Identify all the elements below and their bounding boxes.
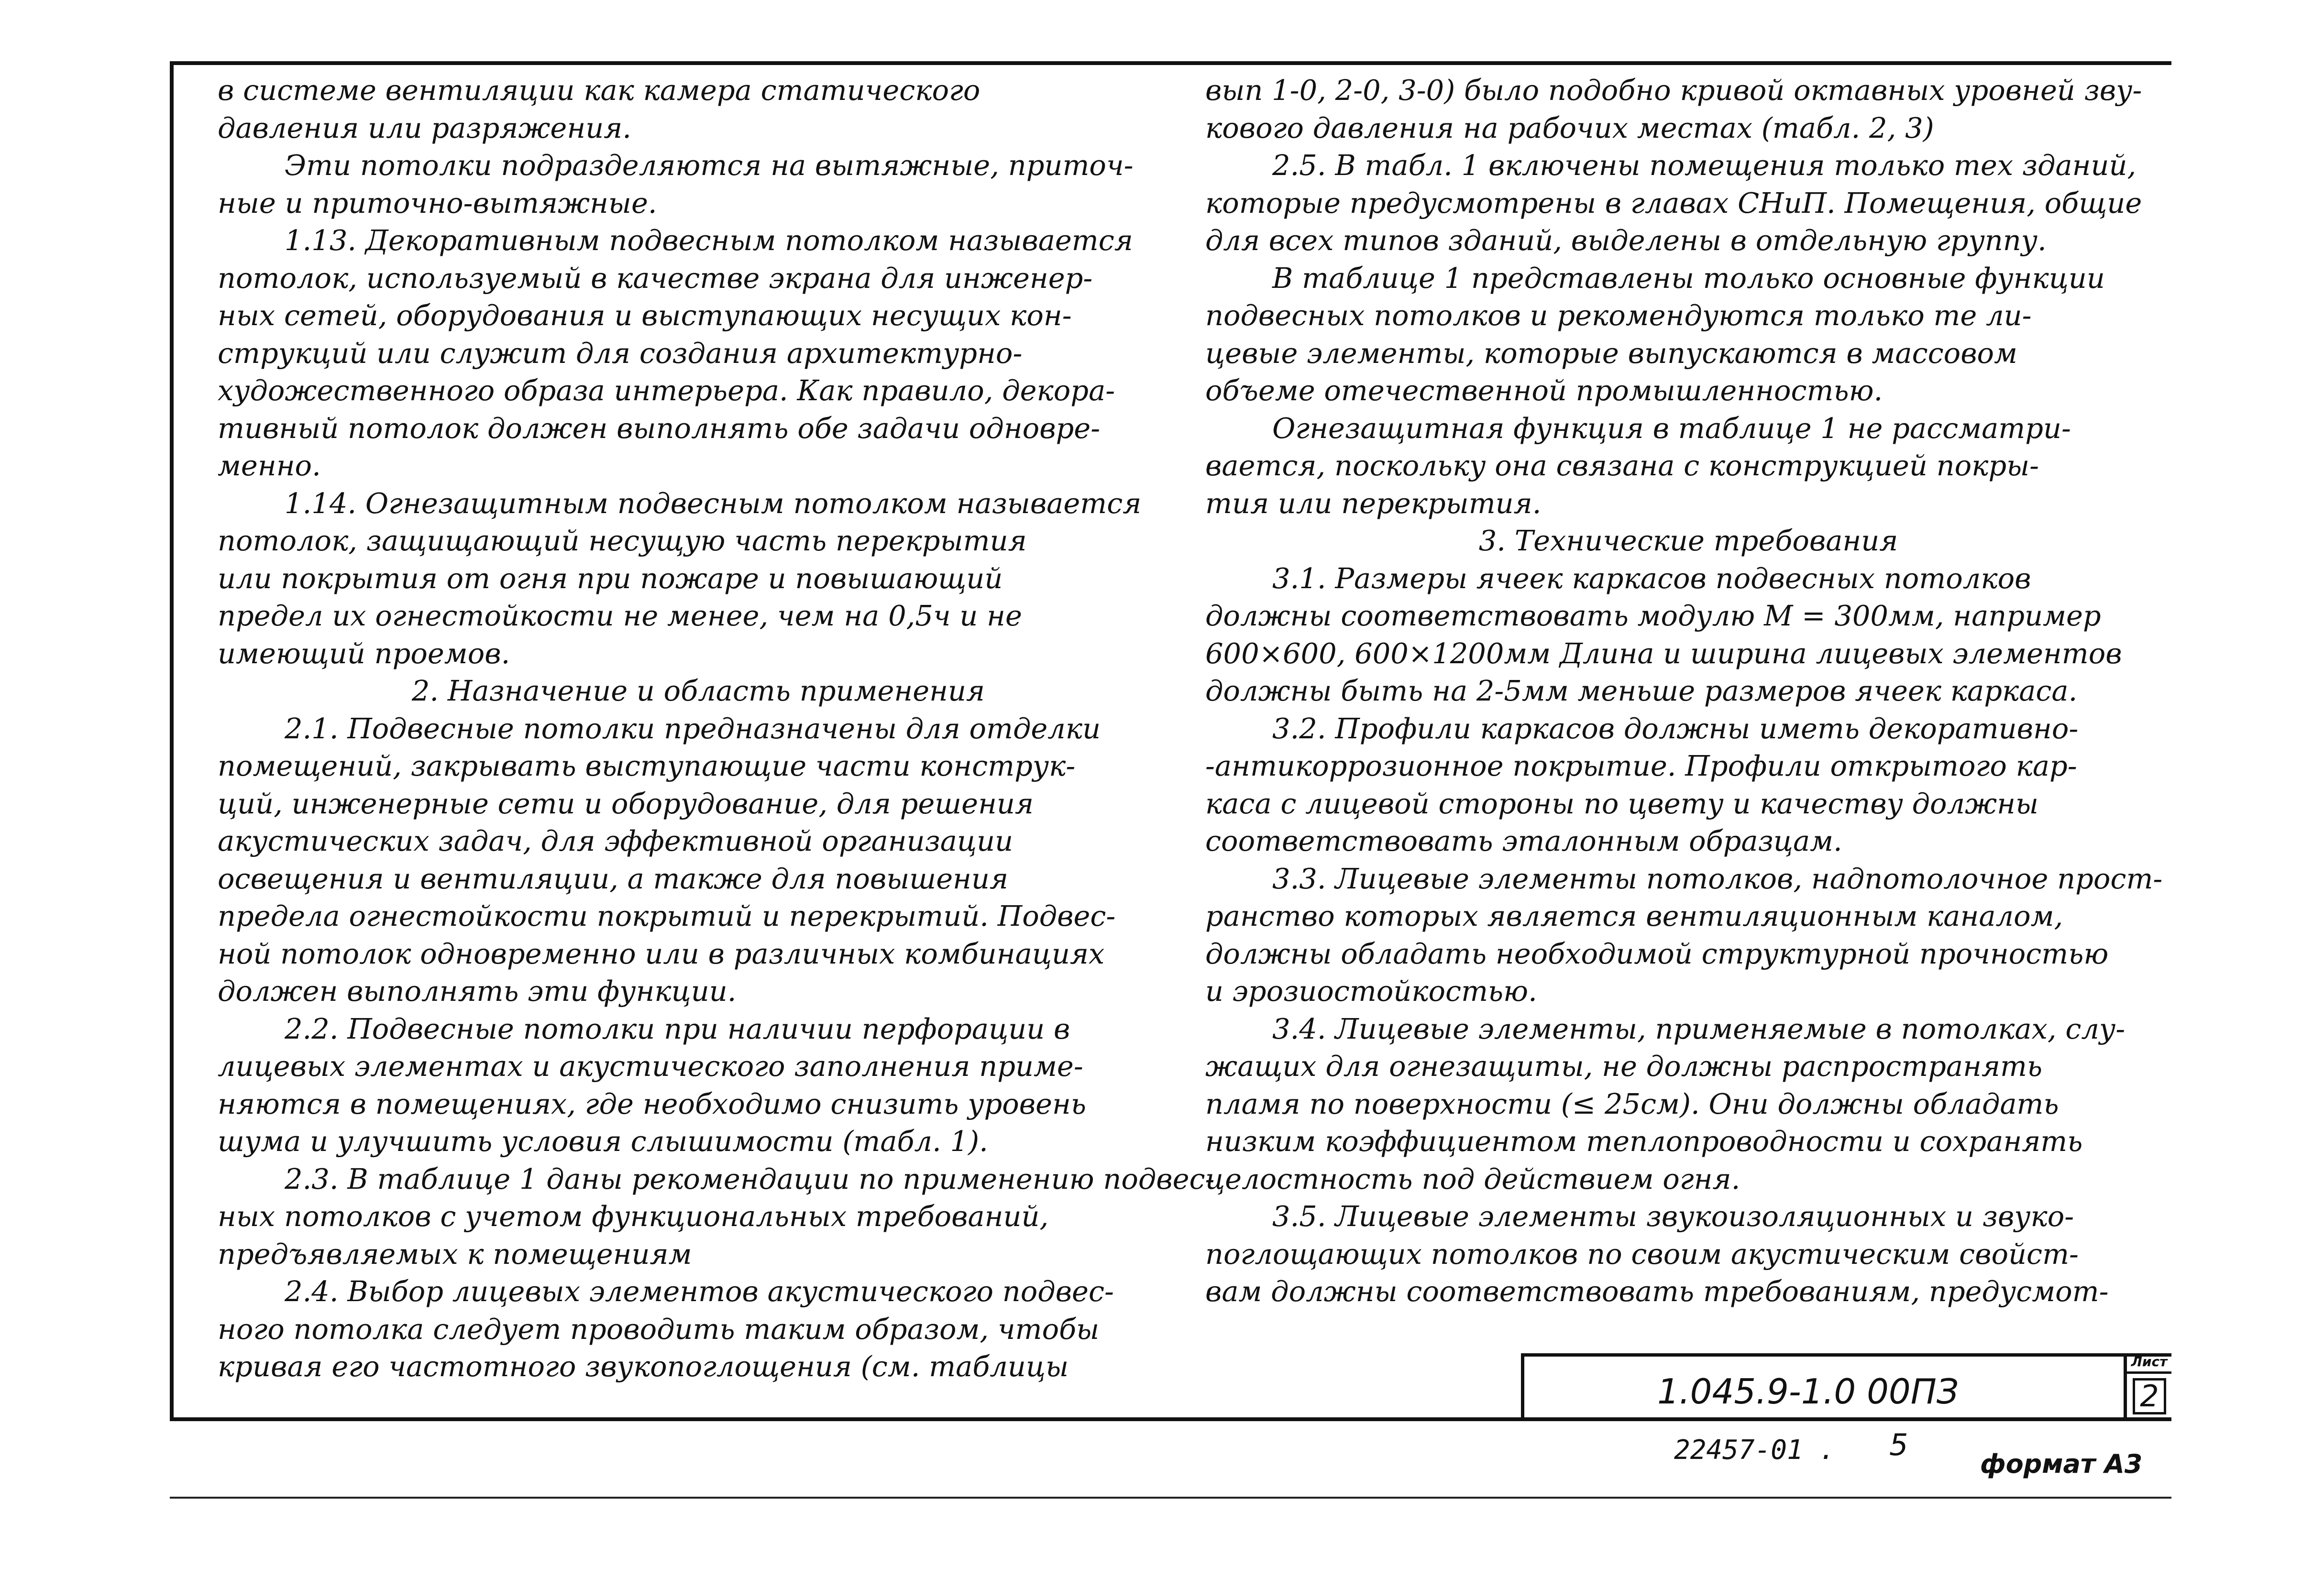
text-line: 3.1. Размеры ячеек каркасов подвесных потолков bbox=[1272, 561, 2031, 595]
text-line: 2.5. В табл. 1 включены помещения только тех зданий, bbox=[1272, 149, 2137, 182]
text-line: ций, инженерные сети и оборудование, для решения bbox=[218, 787, 1034, 820]
text-line: потолок, защищающий несущую часть перекрытия bbox=[218, 524, 1027, 557]
text-line: жащих для огнезащиты, не должны распространять bbox=[1205, 1050, 2043, 1083]
text-line: каса с лицевой стороны по цвету и качеству должны bbox=[1205, 787, 2039, 820]
text-line: кового давления на рабочих местах (табл. 2, 3) bbox=[1205, 111, 1934, 144]
text-line: соответствовать эталонным образцам. bbox=[1205, 824, 1842, 857]
text-line: должны обладать необходимой структурной прочностью bbox=[1205, 937, 2109, 970]
sheet-cell bbox=[2124, 1353, 2171, 1421]
text-line: 2.3. В таблице 1 даны рекомендации по применению подвес- bbox=[285, 1162, 1215, 1195]
text-line: 3.3. Лицевые элементы потолков, надпотолочное прост- bbox=[1272, 862, 2163, 895]
text-line: 1.13. Декоративным подвесным потолком называется bbox=[285, 224, 1133, 257]
text-line: В таблице 1 представлены только основные функции bbox=[1272, 261, 2105, 295]
text-line: ного потолка следует проводить таким образом, чтобы bbox=[218, 1312, 1100, 1346]
text-line: 3.5. Лицевые элементы звукоизоляционных и звуко- bbox=[1272, 1200, 2074, 1233]
document-code: 1.045.9-1.0 00ПЗ bbox=[1657, 1371, 1959, 1412]
text-line: 2.2. Подвесные потолки при наличии перфорации в bbox=[285, 1012, 1070, 1045]
text-line: вам должны соответствовать требованиям, предусмот- bbox=[1205, 1275, 2109, 1308]
text-line: для всех типов зданий, выделены в отдельную группу. bbox=[1205, 224, 2047, 257]
text-line: менно. bbox=[218, 449, 321, 482]
text-line: няются в помещениях, где необходимо снизить уровень bbox=[218, 1087, 1087, 1120]
text-line: должен выполнять эти функции. bbox=[218, 975, 737, 1008]
section-heading: 3. Технические требования bbox=[1478, 524, 1898, 557]
text-line: поглощающих потолков по своим акустическим свойст- bbox=[1205, 1237, 2079, 1271]
text-line: помещений, закрывать выступающие части конструк- bbox=[218, 749, 1076, 782]
text-line: должны быть на 2-5мм меньше размеров ячеек каркаса. bbox=[1205, 674, 2078, 707]
text-line: кривая его частотного звукопоглощения (см. таблицы bbox=[218, 1350, 1069, 1383]
text-line: Эти потолки подразделяются на вытяжные, приточ- bbox=[285, 149, 1134, 182]
text-line: давления или разряжения. bbox=[218, 111, 632, 144]
bottom-divider bbox=[170, 1497, 2171, 1499]
format-label: формат А3 bbox=[1980, 1449, 2143, 1479]
text-line: струкций или служит для создания архитектурно- bbox=[218, 336, 1023, 370]
text-line: цевые элементы, которые выпускаются в массовом bbox=[1205, 336, 2017, 370]
text-line: пламя по поверхности (≤ 25см). Они должны обладать bbox=[1205, 1087, 2059, 1120]
text-line: 600×600, 600×1200мм Длина и ширина лицевых элементов bbox=[1205, 636, 2122, 670]
text-line: предъявляемых к помещениям bbox=[218, 1237, 692, 1271]
text-line: предела огнестойкости покрытий и перекрытий. Подвес- bbox=[218, 899, 1116, 932]
inventory-number: 22457-01 . bbox=[1674, 1435, 1836, 1466]
text-line: ные и приточно-вытяжные. bbox=[218, 186, 657, 219]
text-line: объеме отечественной промышленностью. bbox=[1205, 374, 1883, 407]
text-line: художественного образа интерьера. Как правило, декора- bbox=[218, 374, 1115, 407]
text-line: вып 1-0, 2-0, 3-0) было подобно кривой октавных уровней зву- bbox=[1205, 74, 2142, 107]
text-line: 3.4. Лицевые элементы, применяемые в потолках, слу- bbox=[1272, 1012, 2126, 1045]
text-line: низким коэффициентом теплопроводности и сохранять bbox=[1205, 1125, 2083, 1158]
sheet-number: 2 bbox=[2133, 1378, 2166, 1414]
text-line: 1.14. Огнезащитным подвесным потолком называется bbox=[285, 486, 1142, 520]
text-line: предел их огнестойкости не менее, чем на 0,5ч и не bbox=[218, 599, 1022, 632]
text-line: имеющий проемов. bbox=[218, 636, 510, 670]
text-line: ных потолков с учетом функциональных требований, bbox=[218, 1200, 1049, 1233]
text-line: и эрозиостойкостью. bbox=[1205, 975, 1537, 1008]
text-line: подвесных потолков и рекомендуются только те ли- bbox=[1205, 299, 2032, 332]
text-line: 2.4. Выбор лицевых элементов акустического подвес- bbox=[285, 1275, 1114, 1308]
text-line: тивный потолок должен выполнять обе задачи одновре- bbox=[218, 411, 1101, 445]
text-line: ных сетей, оборудования и выступающих несущих кон- bbox=[218, 299, 1072, 332]
text-line: ной потолок одновременно или в различных комбинациях bbox=[218, 937, 1105, 970]
sheet-label: Лист bbox=[2127, 1353, 2171, 1374]
right-text-column bbox=[1205, 72, 2171, 1311]
text-line: шума и улучшить условия слышимости (табл. 1). bbox=[218, 1125, 988, 1158]
text-line: 3.2. Профили каркасов должны иметь декоративно- bbox=[1272, 712, 2079, 745]
text-line: в системе вентиляции как камера статического bbox=[218, 74, 980, 107]
text-line: потолок, используемый в качестве экрана для инженер- bbox=[218, 261, 1093, 295]
page-number: 5 bbox=[1889, 1427, 1908, 1462]
text-line: освещения и вентиляции, а также для повышения bbox=[218, 862, 1009, 895]
text-line: должны соответствовать модулю М = 300мм, например bbox=[1205, 599, 2101, 632]
text-line: Огнезащитная функция в таблице 1 не рассматри- bbox=[1272, 411, 2071, 445]
section-heading: 2. Назначение и область применения bbox=[411, 674, 985, 707]
text-line: или покрытия от огня при пожаре и повышающий bbox=[218, 561, 1003, 595]
text-line: лицевых элементах и акустического заполнения приме- bbox=[218, 1050, 1083, 1083]
text-line: вается, поскольку она связана с конструкцией покры- bbox=[1205, 449, 2039, 482]
text-line: тия или перекрытия. bbox=[1205, 486, 1542, 520]
text-line: 2.1. Подвесные потолки предназначены для отделки bbox=[285, 712, 1101, 745]
text-line: которые предусмотрены в главах СНиП. Помещения, общие bbox=[1205, 186, 2142, 219]
text-line: целостность под действием огня. bbox=[1205, 1162, 1740, 1195]
text-line: ранство которых является вентиляционным каналом, bbox=[1205, 899, 2063, 932]
left-text-column bbox=[218, 72, 1215, 1386]
text-line: -антикоррозионное покрытие. Профили открытого кар- bbox=[1205, 749, 2077, 782]
text-line: акустических задач, для эффективной организации bbox=[218, 824, 1013, 857]
